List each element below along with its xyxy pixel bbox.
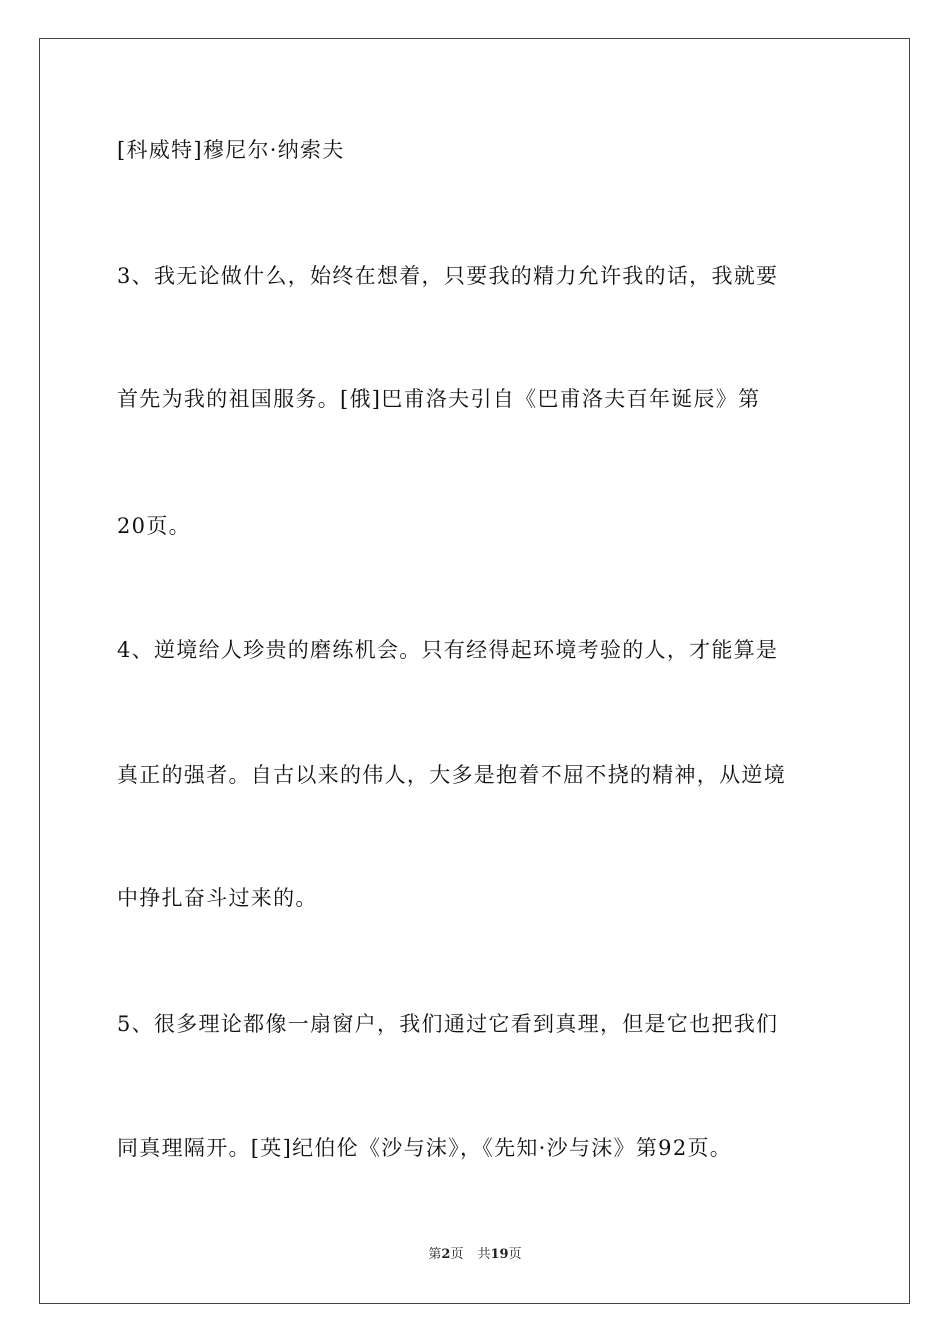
footer-page-suffix: 页 — [450, 1247, 464, 1262]
text-line-author: [科威特]穆尼尔·纳索夫 — [117, 138, 345, 162]
text-line-quote-3-part-2: 首先为我的祖国服务。[俄]巴甫洛夫引自《巴甫洛夫百年诞辰》第 — [117, 387, 761, 411]
text-line-quote-4-part-3: 中挣扎奋斗过来的。 — [117, 886, 318, 910]
page-footer — [0, 1246, 950, 1264]
text-line-quote-3-part-3: 20页。 — [117, 514, 191, 538]
footer-total-suffix: 页 — [508, 1247, 522, 1262]
footer-total-prefix: 共 — [477, 1247, 491, 1262]
text-line-quote-5-part-1: 5、很多理论都像一扇窗户，我们通过它看到真理，但是它也把我们 — [117, 1012, 779, 1036]
text-line-quote-4-part-2: 真正的强者。自古以来的伟人，大多是抱着不屈不挠的精神，从逆境 — [117, 763, 786, 787]
text-line-quote-5-part-2: 同真理隔开。[英]纪伯伦《沙与沫》，《先知·沙与沫》第92页。 — [117, 1136, 733, 1160]
text-line-quote-3-part-1: 3、我无论做什么，始终在想着，只要我的精力允许我的话，我就要 — [117, 264, 779, 288]
footer-page-prefix: 第 — [428, 1247, 442, 1262]
text-line-quote-4-part-1: 4、逆境给人珍贵的磨练机会。只有经得起环境考验的人，才能算是 — [117, 638, 779, 662]
page-border — [39, 38, 910, 1304]
footer-page-number: 2 — [441, 1247, 451, 1262]
footer-total-pages: 19 — [490, 1247, 509, 1262]
